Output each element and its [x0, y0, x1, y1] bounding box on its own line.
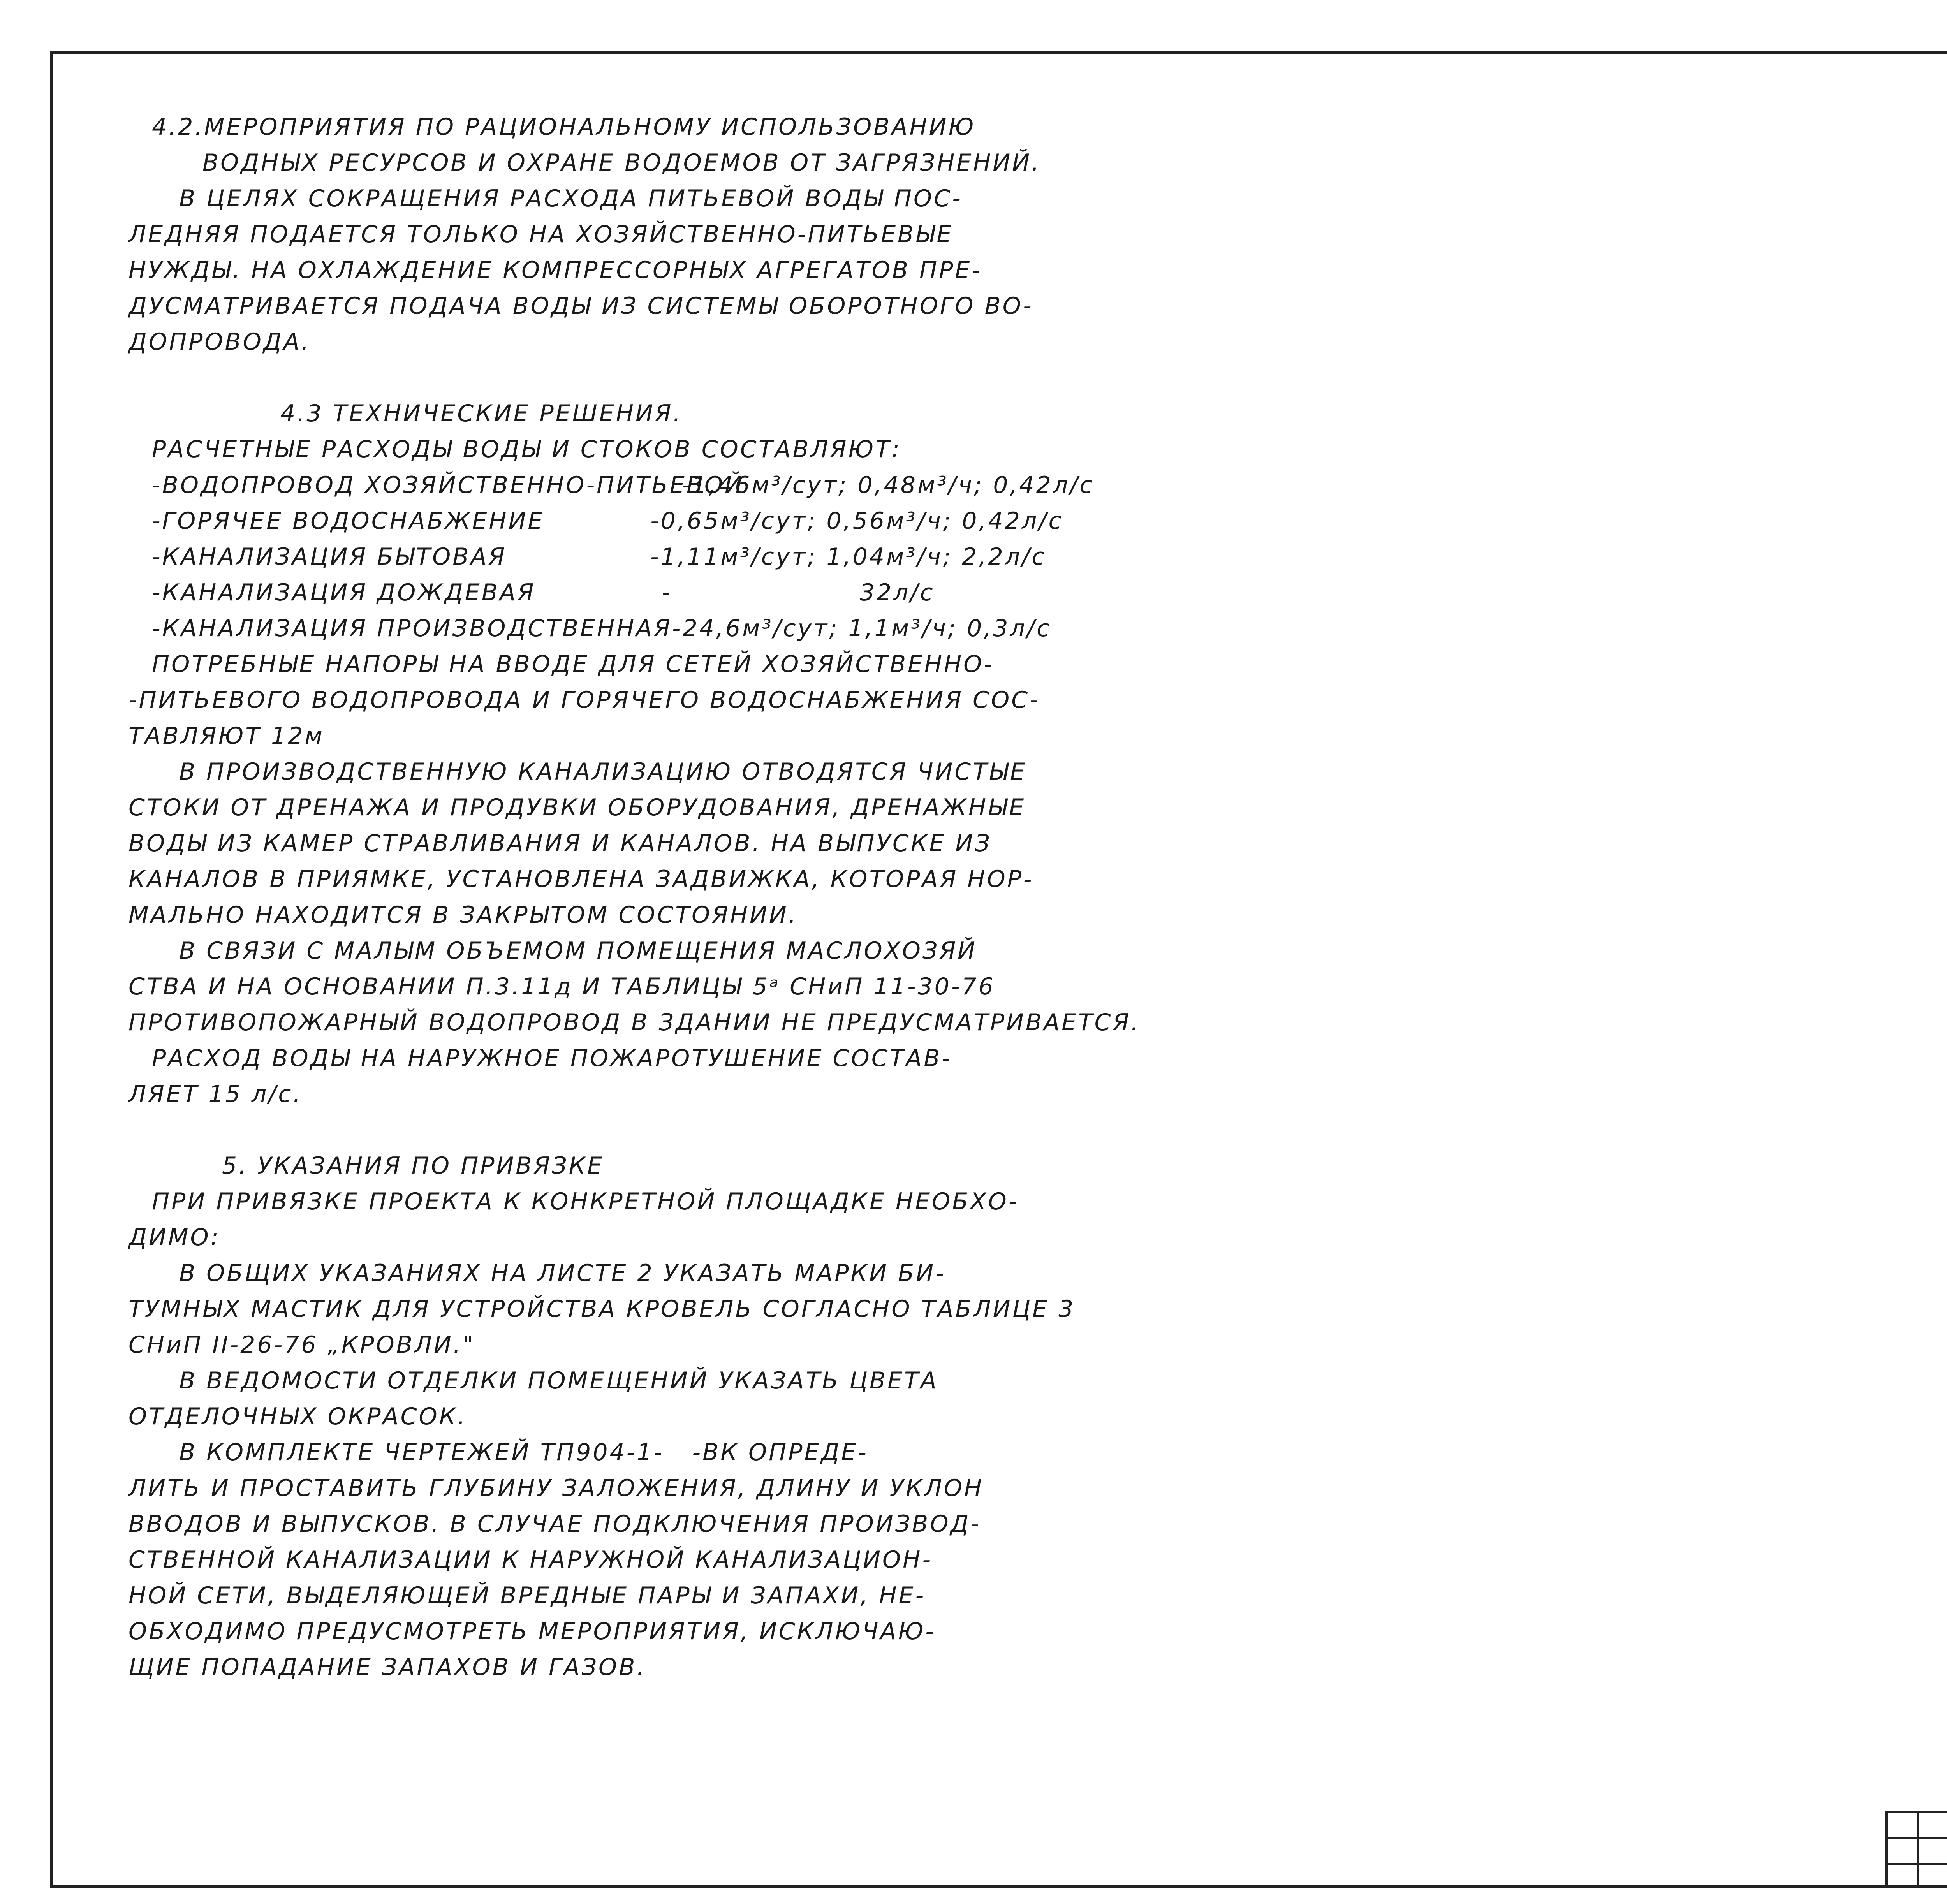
section-4-2-heading-cont: ВОДНЫХ РЕСУРСОВ И ОХРАНЕ ВОДОЕМОВ ОТ ЗАГРЯЗНЕНИЙ.: [202, 149, 1041, 176]
flow-name: -КАНАЛИЗАЦИЯ ПРОИЗВОДСТВЕННАЯ: [152, 615, 672, 642]
flow-value: -1,46м³/сут; 0,48м³/ч; 0,42л/с: [681, 472, 1095, 499]
paragraph-line: СТОКИ ОТ ДРЕНАЖА И ПРОДУВКИ ОБОРУДОВАНИЯ, ДРЕНАЖНЫЕ: [129, 794, 1026, 821]
flow-name: -ВОДОПРОВОД ХОЗЯЙСТВЕННО-ПИТЬЕВОЙ: [152, 472, 745, 499]
flow-row: [129, 611, 1052, 646]
paragraph-line: ЩИЕ ПОПАДАНИЕ ЗАПАХОВ И ГАЗОВ.: [129, 1654, 646, 1681]
title-block: [1885, 1811, 1947, 1888]
section-4-2-heading: 4.2.МЕРОПРИЯТИЯ ПО РАЦИОНАЛЬНОМУ ИСПОЛЬЗОВАНИЮ: [152, 113, 976, 141]
flow-name: -ГОРЯЧЕЕ ВОДОСНАБЖЕНИЕ: [152, 507, 545, 535]
section-5-heading: 5. УКАЗАНИЯ ПО ПРИВЯЗКЕ: [222, 1152, 604, 1179]
paragraph-line: В ВЕДОМОСТИ ОТДЕЛКИ ПОМЕЩЕНИЙ УКАЗАТЬ ЦВЕТА: [179, 1367, 938, 1394]
paragraph-line: СТВЕННОЙ КАНАЛИЗАЦИИ К НАРУЖНОЙ КАНАЛИЗАЦИОН-: [129, 1546, 933, 1573]
flow-value: - 32л/с: [662, 579, 935, 606]
paragraph-line: ВВОДОВ И ВЫПУСКОВ. В СЛУЧАЕ ПОДКЛЮЧЕНИЯ ПРОИЗВОД-: [129, 1510, 981, 1538]
paragraph-line: ОБХОДИМО ПРЕДУСМОТРЕТЬ МЕРОПРИЯТИЯ, ИСКЛЮЧАЮ-: [129, 1618, 936, 1645]
paragraph-line: В КОМПЛЕКТЕ ЧЕРТЕЖЕЙ ТП904-1- -ВК ОПРЕДЕ-: [179, 1439, 868, 1466]
paragraph-line: ПРИ ПРИВЯЗКЕ ПРОЕКТА К КОНКРЕТНОЙ ПЛОЩАДКЕ НЕОБХО-: [152, 1188, 1019, 1215]
flows-intro: РАСЧЕТНЫЕ РАСХОДЫ ВОДЫ И СТОКОВ СОСТАВЛЯЮТ:: [152, 436, 902, 463]
paragraph-line: ЛЯЕТ 15 л/с.: [129, 1080, 303, 1108]
paragraph-line: ДИМО:: [129, 1224, 220, 1251]
paragraph-line: РАСХОД ВОДЫ НА НАРУЖНОЕ ПОЖАРОТУШЕНИЕ СОСТАВ-: [152, 1045, 952, 1072]
flow-row: [129, 575, 962, 611]
paragraph-line: НУЖДЫ. НА ОХЛАЖДЕНИЕ КОМПРЕССОРНЫХ АГРЕГАТОВ ПРЕ-: [129, 257, 982, 284]
paragraph-line: ДОПРОВОДА.: [129, 328, 311, 355]
paragraph-line: В ОБЩИХ УКАЗАНИЯХ НА ЛИСТЕ 2 УКАЗАТЬ МАРКИ БИ-: [179, 1260, 946, 1287]
paragraph-line: В СВЯЗИ С МАЛЫМ ОБЪЕМОМ ПОМЕЩЕНИЯ МАСЛОХОЗЯЙ: [179, 937, 977, 964]
flow-name: -КАНАЛИЗАЦИЯ ДОЖДЕВАЯ: [152, 579, 536, 606]
document-body: [129, 109, 1141, 1685]
flow-name: -КАНАЛИЗАЦИЯ БЫТОВАЯ: [152, 543, 507, 570]
paragraph-line: В ПРОИЗВОДСТВЕННУЮ КАНАЛИЗАЦИЮ ОТВОДЯТСЯ ЧИСТЫЕ: [179, 758, 1027, 785]
paragraph-line: ПРОТИВОПОЖАРНЫЙ ВОДОПРОВОД В ЗДАНИИ НЕ ПРЕДУСМАТРИВАЕТСЯ.: [129, 1009, 1141, 1036]
paragraph-line: В ЦЕЛЯХ СОКРАЩЕНИЯ РАСХОДА ПИТЬЕВОЙ ВОДЫ ПОС-: [179, 185, 963, 212]
paragraph-line: ЛИТЬ И ПРОСТАВИТЬ ГЛУБИНУ ЗАЛОЖЕНИЯ, ДЛИНУ И УКЛОН: [129, 1475, 984, 1502]
paragraph-line: КАНАЛОВ В ПРИЯМКЕ, УСТАНОВЛЕНА ЗАДВИЖКА, КОТОРАЯ НОР-: [129, 866, 1034, 893]
paragraph-line: ЛЕДНЯЯ ПОДАЕТСЯ ТОЛЬКО НА ХОЗЯЙСТВЕННО-ПИТЬЕВЫЕ: [129, 221, 954, 248]
paragraph-line: МАЛЬНО НАХОДИТСЯ В ЗАКРЫТОМ СОСТОЯНИИ.: [129, 901, 798, 929]
flow-value: -24,6м³/сут; 1,1м³/ч; 0,3л/с: [672, 615, 1052, 642]
section-4-3-heading: 4.3 ТЕХНИЧЕСКИЕ РЕШЕНИЯ.: [280, 400, 683, 427]
flow-row: [129, 539, 1047, 575]
paragraph-line: ОТДЕЛОЧНЫХ ОКРАСОК.: [129, 1403, 467, 1430]
flow-row: [129, 467, 1095, 503]
paragraph-line: -ПИТЬЕВОГО ВОДОПРОВОДА И ГОРЯЧЕГО ВОДОСНАБЖЕНИЯ СОС-: [129, 686, 1040, 714]
paragraph-line: ТАВЛЯЮТ 12м: [129, 722, 324, 750]
paragraph-line: ТУМНЫХ МАСТИК ДЛЯ УСТРОЙСТВА КРОВЕЛЬ СОГЛАСНО ТАБЛИЦЕ 3: [129, 1295, 1076, 1323]
flow-value: -1,11м³/сут; 1,04м³/ч; 2,2л/с: [650, 543, 1047, 570]
paragraph-line: ВОДЫ ИЗ КАМЕР СТРАВЛИВАНИЯ И КАНАЛОВ. НА ВЫПУСКЕ ИЗ: [129, 830, 992, 857]
paragraph-line: СНиП II-26-76 „КРОВЛИ.": [129, 1331, 475, 1358]
paragraph-line: ДУСМАТРИВАЕТСЯ ПОДАЧА ВОДЫ ИЗ СИСТЕМЫ ОБОРОТНОГО ВО-: [129, 292, 1033, 320]
flow-value: -0,65м³/сут; 0,56м³/ч; 0,42л/с: [650, 507, 1063, 535]
paragraph-line: ПОТРЕБНЫЕ НАПОРЫ НА ВВОДЕ ДЛЯ СЕТЕЙ ХОЗЯЙСТВЕННО-: [152, 651, 995, 678]
flow-row: [129, 503, 1063, 539]
paragraph-line: СТВА И НА ОСНОВАНИИ П.3.11д И ТАБЛИЦЫ 5ᵃ СНиП 11-30-76: [129, 973, 995, 1000]
paragraph-line: НОЙ СЕТИ, ВЫДЕЛЯЮЩЕЙ ВРЕДНЫЕ ПАРЫ И ЗАПАХИ, НЕ-: [129, 1582, 926, 1609]
